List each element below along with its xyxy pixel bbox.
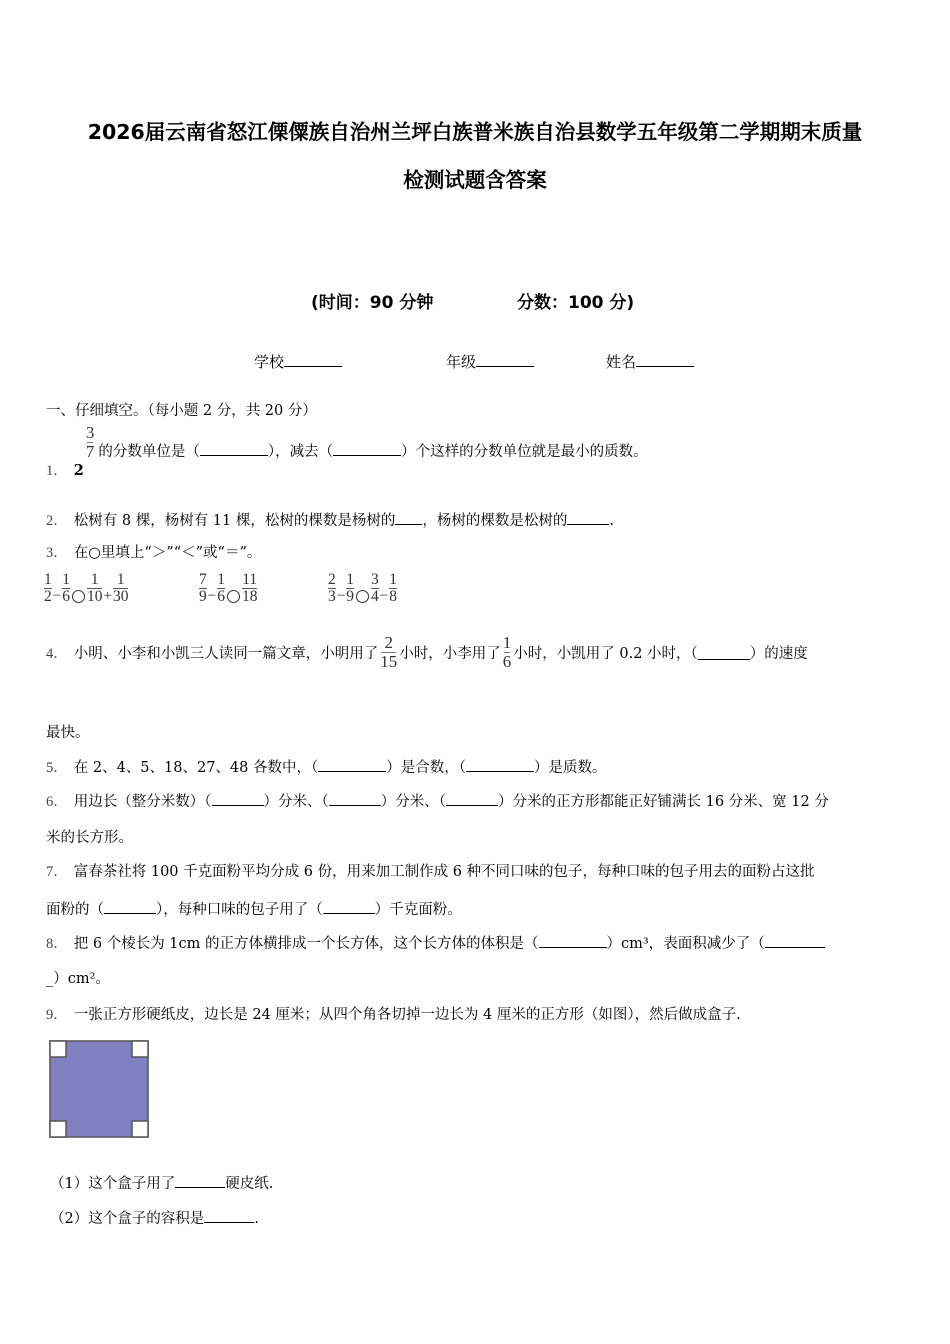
q6-text-c: ）分米、（: [380, 794, 446, 810]
q5-text-a: 在 2、4、5、18、27、48 各数中，（: [73, 760, 319, 776]
name-label: 姓名: [606, 353, 637, 371]
question-2: [46, 510, 614, 531]
cut-corner-top-right: [132, 1041, 148, 1057]
q2-text-a: 松树有 8 棵，杨树有 11 棵，松树的棵数是杨树的: [73, 513, 396, 529]
cut-corner-bottom-right: [132, 1121, 148, 1137]
fraction: $\frac{1}{30}$: [112, 571, 129, 605]
question-4: [46, 634, 808, 671]
q5-text-c: ）是质数。: [534, 760, 607, 776]
fraction: $\frac{1}{6}$: [62, 571, 70, 605]
q1-text-c: ）个这样的分数单位就是最小的质数。: [401, 443, 648, 460]
fraction: 3 4: [370, 571, 379, 605]
question-number: 9．: [46, 1007, 68, 1023]
q7-text-b: 面粉的（: [46, 902, 104, 918]
section-heading: 一、仔细填空。（每小题 2 分，共 20 分）: [46, 403, 317, 419]
q9-sub1-text-b: 硬皮纸.: [225, 1176, 274, 1192]
school-label: 学校: [254, 353, 285, 371]
fraction: $\frac{2}{15}$: [380, 633, 398, 671]
q2-text-b: ，杨树的棵数是松树的: [422, 513, 568, 529]
q9-sub2-text-a: （2）这个盒子的容积是: [50, 1211, 205, 1227]
fraction: $\frac{1}{9}$: [346, 571, 354, 605]
answer-blank: [446, 791, 498, 806]
q8-text-a: 把 6 个棱长为 1cm 的正方体横排成一个长方体，这个长方体的体积是（: [73, 936, 539, 952]
fraction: 1 2: [44, 571, 52, 605]
mixed-number-whole: 2: [73, 461, 84, 479]
comparison-group-2: [199, 572, 257, 605]
name-blank: [636, 352, 694, 367]
fraction-denominator: 7: [85, 442, 95, 461]
q4-text-b: 小时，小李用了: [399, 646, 501, 662]
grade-label: 年级: [446, 353, 477, 371]
exam-score: 分数：100 分): [517, 293, 635, 313]
question-number: 5．: [46, 760, 68, 776]
q7-text-c: ），每种口味的包子用了（: [156, 902, 323, 918]
comparison-circle: [72, 590, 85, 603]
fraction: 1 10: [86, 571, 103, 605]
q7-text-d: ）千克面粉。: [374, 902, 462, 918]
fraction: 11 18: [241, 571, 258, 605]
question-6-continued: 米的长方形。: [46, 830, 133, 846]
answer-blank: [204, 1208, 254, 1223]
q6-text-b: ）分米、（: [263, 794, 329, 810]
answer-blank: [200, 441, 268, 456]
question-8: [46, 933, 825, 954]
question-9-sub-1: [50, 1173, 273, 1194]
answer-blank: [329, 791, 381, 806]
answer-blank: [765, 933, 825, 948]
operator: −: [52, 588, 62, 604]
q4-text-c: 小时，小凯用了 0.2 小时，（: [513, 646, 698, 662]
question-number: 2．: [46, 513, 68, 529]
exam-time: (时间：90 分钟: [311, 293, 434, 313]
question-number: 3．: [46, 545, 68, 561]
answer-blank: [698, 645, 750, 660]
q1-text-a: 的分数单位是（: [98, 443, 200, 460]
q5-text-b: ）是合数，（: [386, 760, 466, 776]
q6-text-d: ）分米的正方形都能正好铺满长 16 分米、宽 12 分: [498, 794, 829, 810]
fraction: 7 9: [199, 571, 207, 605]
question-6: [46, 791, 829, 812]
question-8-continued: _）cm²。: [46, 971, 110, 987]
answer-blank: [175, 1173, 225, 1188]
question-1: [46, 423, 648, 479]
q9-sub2-text-b: .: [254, 1211, 259, 1227]
document-title-line2: 检测试题含答案: [403, 168, 547, 192]
grade-blank: [476, 352, 534, 367]
cut-corner-bottom-left: [50, 1121, 66, 1137]
question-7-continued: [46, 899, 462, 920]
fraction: $\frac{1}{6}$: [502, 633, 512, 671]
question-9-sub-2: [50, 1208, 259, 1229]
question-7: [46, 862, 815, 882]
name-field: [606, 351, 694, 372]
cut-corner-square-figure: [49, 1040, 149, 1138]
answer-blank: [395, 510, 422, 525]
q1-text-b: ），减去（: [267, 443, 334, 460]
q4-text-a: 小明、小李和小凯三人读同一篇文章，小明用了: [73, 646, 379, 662]
q9-sub1-text-a: （1）这个盒子用了: [50, 1176, 176, 1192]
question-number: 6．: [46, 794, 68, 810]
school-field: [254, 351, 342, 372]
operator: +: [103, 588, 112, 604]
school-blank: [284, 352, 342, 367]
comparison-group-3: [328, 572, 397, 605]
answer-blank: [333, 441, 401, 456]
q2-text-c: .: [609, 513, 614, 529]
cut-corner-top-left: [50, 1041, 66, 1057]
question-number: 4．: [46, 646, 68, 662]
operator: −: [207, 588, 217, 604]
comparison-group-1: [44, 572, 128, 605]
question-number: 1．: [46, 462, 68, 479]
document-title-line1: 2026届云南省怒江傈僳族自治州兰坪白族普米族自治县数学五年级第二学期期末质量: [87, 120, 863, 144]
answer-blank: [318, 757, 386, 772]
fraction: $\frac{1}{6}$: [217, 571, 225, 605]
operator: −: [379, 588, 389, 604]
q6-text-a: 用边长（整分米数）（: [73, 794, 212, 810]
question-number: 8．: [46, 936, 68, 952]
question-number: 7．: [46, 864, 68, 880]
answer-blank: [212, 791, 264, 806]
comparison-circle: [356, 590, 369, 603]
q8-text-b: ）cm³，表面积减少了（: [606, 936, 765, 952]
fraction: $\frac{1}{8}$: [389, 571, 397, 605]
answer-blank: [323, 899, 375, 914]
answer-blank: [567, 510, 609, 525]
comparison-circle: [227, 590, 240, 603]
answer-blank: [104, 899, 156, 914]
q3-text: 在○里填上“＞”“＜”或“＝”。: [73, 545, 262, 561]
question-9: [46, 1005, 741, 1025]
operator: −: [336, 588, 346, 604]
fraction-numerator: 3: [85, 423, 95, 442]
answer-blank: [466, 757, 534, 772]
fraction: 2 3: [328, 571, 336, 605]
question-4-continued: 最快。: [46, 725, 90, 741]
mixed-number-fraction: [86, 424, 95, 461]
q4-text-d: ）的速度: [749, 646, 808, 662]
grade-field: [446, 351, 534, 372]
q9-text: 一张正方形硬纸皮，边长是 24 厘米；从四个角各切掉一边长为 4 厘米的正方形（如图），然后做成盒子.: [73, 1007, 741, 1023]
q7-text-a: 富春茶社将 100 千克面粉平均分成 6 份，用来加工制作成 6 种不同口味的包子，每种口味的包子用去的面粉占这批: [73, 864, 815, 880]
question-5: [46, 757, 607, 778]
question-3: [46, 543, 261, 563]
answer-blank: [539, 933, 607, 948]
